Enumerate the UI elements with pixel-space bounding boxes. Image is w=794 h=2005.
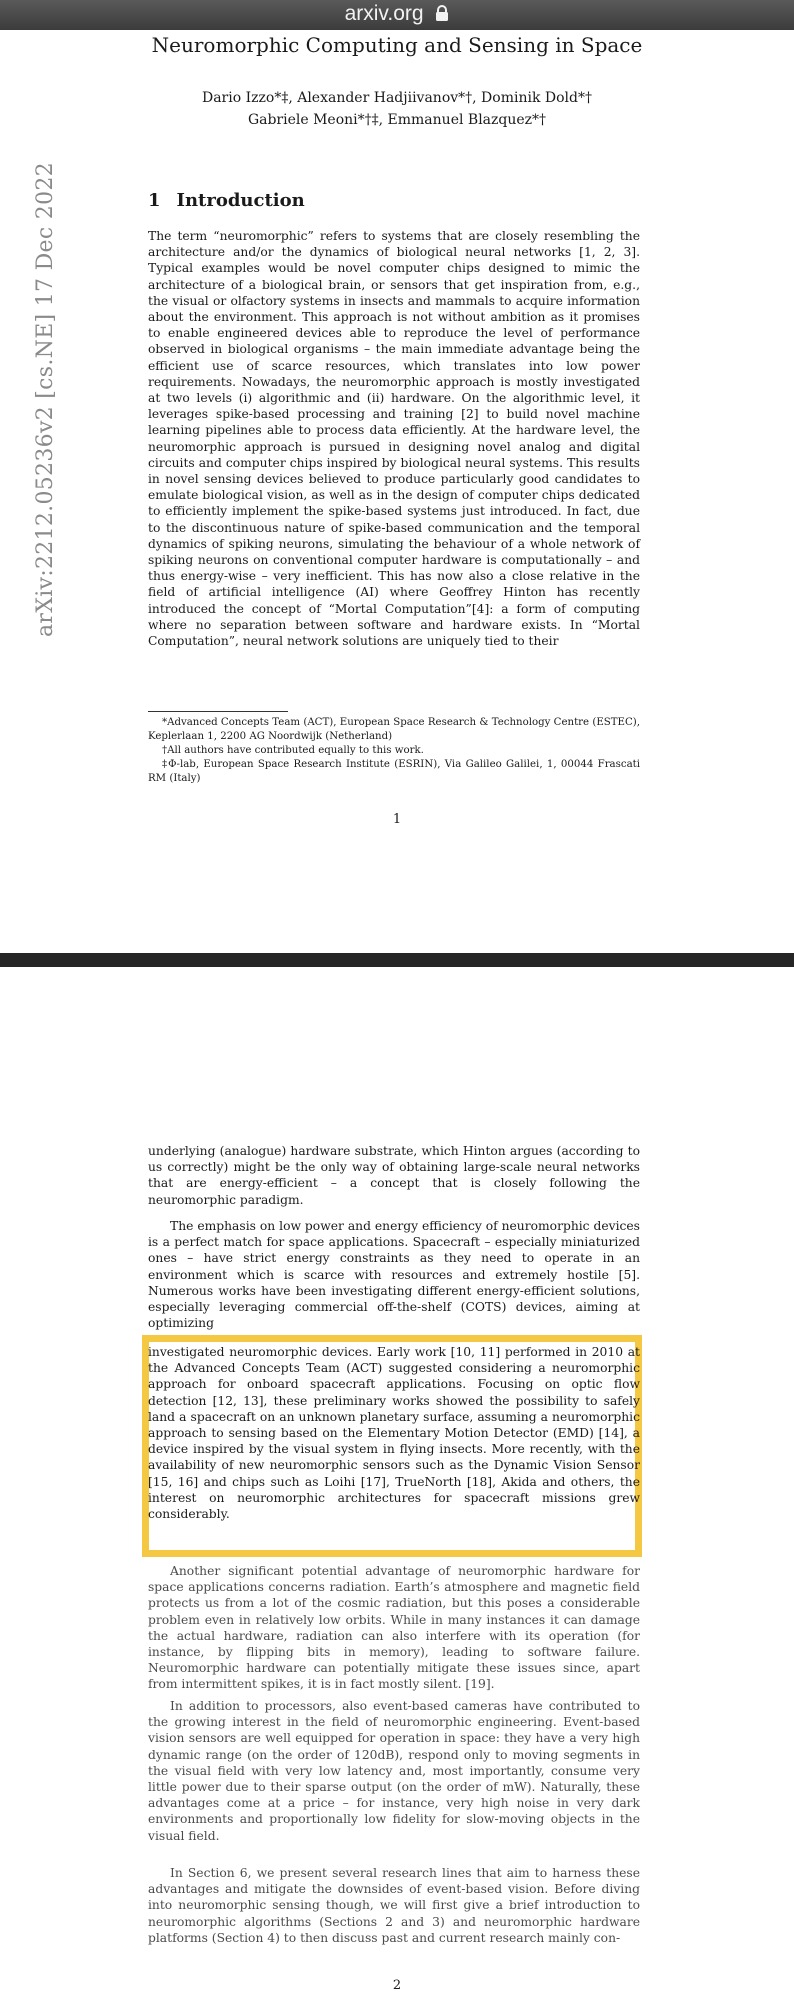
footnotes: [148, 716, 640, 786]
page-number-1: 1: [392, 812, 402, 827]
paragraph-energy-efficiency: The emphasis on low power and energy efficiency of neuromorphic devices is a perfect match for space applications. Spacecraft – especially miniaturized ones – have strict energy constraints as they need to operate in an environment which is scarce with resources and extremely hostile [5]. Numerous works have been investigating different energy-efficient solutions, especially leveraging commercial off-the-shelf (COTS) devices, aiming at optimizing: [148, 1219, 640, 1331]
page-number-2: 2: [392, 1978, 402, 1993]
footnote-affiliation-esrin: ‡Φ-lab, European Space Research Institute (ESRIN), Via Galileo Galilei, 1, 00044 Frascati RM (Italy): [148, 759, 640, 784]
section-number: 1: [148, 190, 161, 211]
browser-address-bar[interactable]: [0, 0, 794, 30]
highlighted-paragraph: investigated neuromorphic devices. Early work [10, 11] performed in 2010 at the Advanced Concepts Team (ACT) suggested considering a neuromorphic approach for onboard spacecraft applications. Focusing on optic flow detection [12, 13], these preliminary works showed the possibility to safely land a spacecraft on an unknown planetary surface, assuming a neuromorphic approach to sensing based on the Elementary Motion Detector (EMD) [14], a device inspired by the visual system in flying insects. More recently, with the availability of new neuromorphic sensors such as the Dynamic Vision Sensor [15, 16] and chips such as Loihi [17], TrueNorth [18], Akida and others, the interest on neuromorphic architectures for spacecraft missions grew considerably.: [148, 1345, 640, 1522]
section-title: Introduction: [176, 190, 305, 211]
page-divider: [0, 953, 794, 967]
lock-icon: [435, 2, 449, 30]
paragraph-continuation: underlying (analogue) hardware substrate, which Hinton argues (according to us correctly) might be the only way of obtaining large-scale neural networks that are energy-efficient – a concept that is closely following the neuromorphic paradigm.: [148, 1144, 640, 1207]
paper-title: Neuromorphic Computing and Sensing in Space: [151, 33, 643, 57]
footnote-equal-contribution: †All authors have contributed equally to this work.: [162, 745, 424, 756]
section-heading: [148, 190, 305, 211]
authors-line-2: Gabriele Meoni*†‡, Emmanuel Blazquez*†: [247, 112, 547, 128]
paragraph-section-overview: In Section 6, we present several research lines that aim to harness these advantages and mitigate the downsides of event-based vision. Before diving into neuromorphic sensing though, we will first give a brief introduction to neuromorphic algorithms (Sections 2 and 3) and neuromorphic hardware platforms (Section 4) to then discuss past and current research mainly con-: [148, 1866, 640, 1945]
paragraph-event-cameras: In addition to processors, also event-based cameras have contributed to the growing interest in the field of neuromorphic engineering. Event-based vision sensors are well equipped for operation in space: they have a very high dynamic range (on the order of 120dB), respond only to moving segments in the visual field with very low latency and, most importantly, consume very little power due to their sparse output (on the order of mW). Naturally, these advantages come at a price – for instance, very high noise in very dark environments and proportionally low fidelity for slow-moving objects in the visual field.: [148, 1699, 640, 1843]
authors-line-1: Dario Izzo*‡, Alexander Hadjiivanov*†, Dominik Dold*†: [201, 90, 592, 106]
paragraph-radiation: Another significant potential advantage of neuromorphic hardware for space applications concerns radiation. Earth’s atmosphere and magnetic field protects us from a lot of the cosmic radiation, but this poses a considerable problem even in relatively low orbits. While in many instances it can damage the actual hardware, radiation can also interfere with its operation (for instance, by flipping bits in memory), leading to software failure. Neuromorphic hardware can potentially mitigate these issues since, apart from intermittent spikes, it is in fact mostly silent. [19].: [148, 1564, 640, 1692]
arxiv-identifier: arXiv:2212.05236v2 [cs.NE] 17 Dec 2022: [33, 162, 58, 638]
intro-paragraph: The term “neuromorphic” refers to systems that are closely resembling the architecture and/or the dynamics of biological neural networks [1, 2, 3]. Typical examples would be novel computer chips designed to mimic the architecture of a biological brain, or sensors that get inspiration from, e.g., the visual or olfactory systems in insects and mammals to acquire information about the environment. This approach is not without ambition as it promises to enable engineered devices able to reproduce the level of performance observed in biological organisms – the main immediate advantage being the efficient use of scarce resources, which translates into low power requirements. Nowadays, the neuromorphic approach is mostly investigated at two levels (i) algorithmic and (ii) hardware. On the algorithmic level, it leverages spike-based processing and training [2] to build novel machine learning pipelines able to process data efficiently. At the hardware level, the neuromorphic approach is pursued in designing novel analog and digital circuits and computer chips inspired by biological neural systems. This results in novel sensing devices believed to produce particularly good candidates to emulate biological vision, as well as in the design of computer chips dedicated to efficiently implement the spike-based systems just introduced. In fact, due to the discontinuous nature of spike-based communication and the temporal dynamics of spiking neurons, simulating the behaviour of a whole network of spiking neurons on conventional computer hardware is computationally – and thus energy-wise – very inefficient. This has now also a close relative in the field of artificial intelligence (AI) where Geoffrey Hinton has recently introduced the concept of “Mortal Computation”[4]: a form of computing where no separation between software and hardware exists. In “Mortal Computation”, neural network solutions are uniquely tied to their: [148, 229, 640, 649]
footnote-affiliation-act: *Advanced Concepts Team (ACT), European Space Research & Technology Centre (ESTEC), Keplerlaan 1, 2200 AG Noordwijk (Netherland): [148, 717, 640, 742]
domain-label: arxiv.org: [344, 2, 424, 25]
footnote-rule: [148, 711, 288, 712]
